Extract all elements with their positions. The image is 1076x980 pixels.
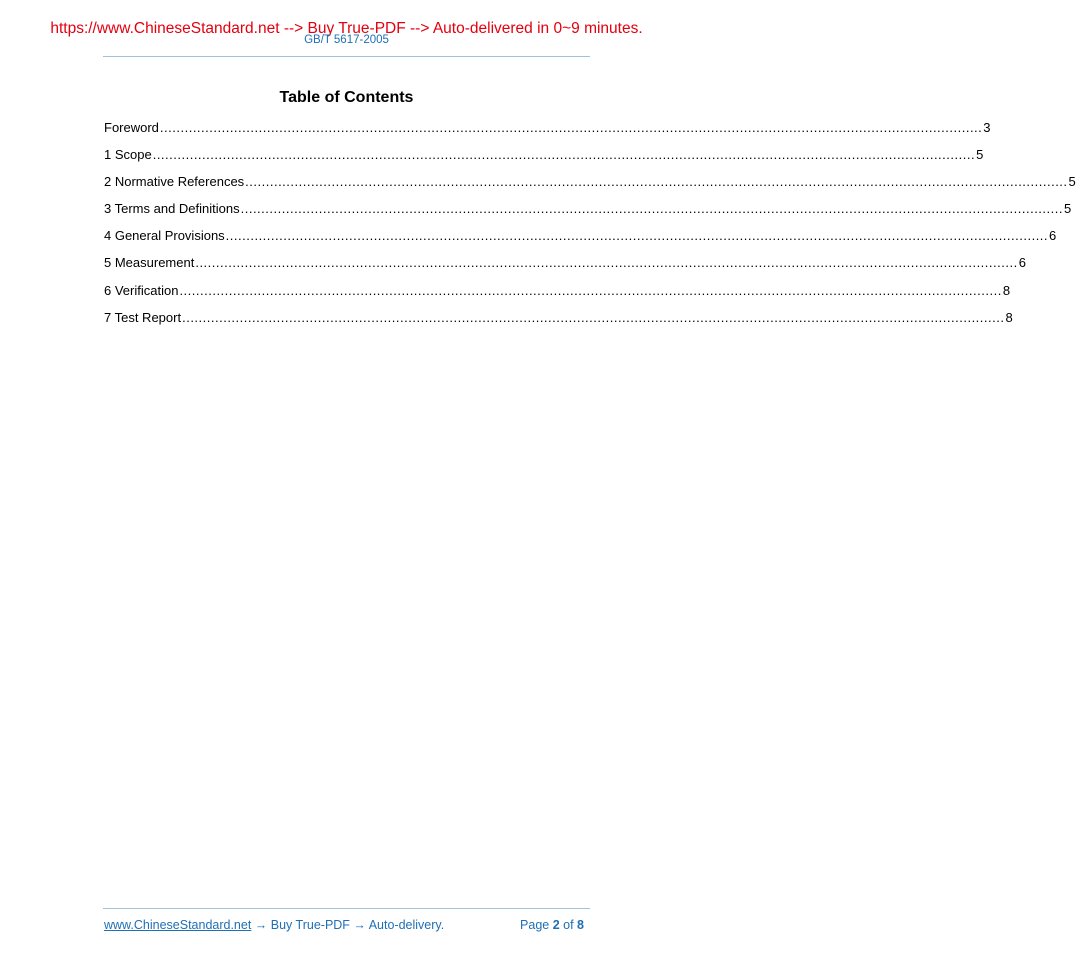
toc-entry-foreword[interactable] xyxy=(104,120,991,147)
toc-entry-label: 4 General Provisions xyxy=(104,228,225,244)
toc-entry-verification[interactable] xyxy=(104,282,1011,310)
toc-title: Table of Contents xyxy=(279,89,414,106)
toc-entry-label: 5 Measurement xyxy=(104,255,195,271)
toc-entry-measurement[interactable] xyxy=(104,255,1026,282)
toc-entry-page: 5 xyxy=(1068,174,1076,190)
toc-entry-page: 8 xyxy=(1005,309,1013,325)
table-of-contents xyxy=(104,120,1076,337)
footer-divider xyxy=(103,908,590,909)
page-indicator xyxy=(520,918,584,933)
standard-code: GB/T 5617-2005 xyxy=(304,34,389,46)
page-prefix: Page xyxy=(520,918,553,932)
promo-banner[interactable]: https://www.ChineseStandard.net --> Buy True-PDF --> Auto-delivered in 0~9 minutes. xyxy=(50,20,643,37)
toc-leader-dots: ........................................................................................................................................................................................................ xyxy=(159,120,983,135)
footer-tagline: → Buy True-PDF → Auto-delivery. xyxy=(251,918,445,932)
footer-site-link[interactable]: www.ChineseStandard.net xyxy=(104,918,252,932)
toc-entry-label: 3 Terms and Definitions xyxy=(104,201,240,217)
toc-entry-page: 5 xyxy=(1063,201,1072,217)
toc-leader-dots: ........................................................................................................................................................................................................ xyxy=(245,174,1068,190)
toc-entry-page: 8 xyxy=(1002,282,1011,298)
page-total: 8 xyxy=(577,918,584,932)
toc-entry-label: 2 Normative References xyxy=(104,174,245,190)
page-of: of xyxy=(559,918,578,932)
toc-entry-terms-and-definitions[interactable] xyxy=(104,201,1072,228)
footer-promo xyxy=(104,918,444,933)
toc-entry-label: 1 Scope xyxy=(104,147,152,163)
toc-entry-test-report[interactable] xyxy=(104,309,1013,337)
toc-entry-page: 5 xyxy=(976,147,984,163)
toc-entry-label: 6 Verification xyxy=(104,282,179,298)
toc-leader-dots: ........................................................................................................................................................................................................ xyxy=(240,201,1063,217)
toc-entry-page: 6 xyxy=(1049,228,1057,244)
toc-entry-general-provisions[interactable] xyxy=(104,228,1057,255)
toc-entry-normative-references[interactable] xyxy=(104,174,1076,201)
toc-entry-label: Foreword xyxy=(104,120,159,135)
toc-leader-dots: ........................................................................................................................................................................................................ xyxy=(152,147,976,163)
toc-entry-label: 7 Test Report xyxy=(104,309,182,325)
toc-entry-page: 6 xyxy=(1018,255,1026,271)
header-divider xyxy=(103,56,590,57)
toc-leader-dots: ........................................................................................................................................................................................................ xyxy=(195,255,1018,271)
page-current: 2 xyxy=(552,918,560,932)
toc-entry-page: 3 xyxy=(983,120,991,135)
toc-leader-dots: ........................................................................................................................................................................................................ xyxy=(179,282,1002,298)
toc-leader-dots: ........................................................................................................................................................................................................ xyxy=(182,309,1005,325)
toc-entry-scope[interactable] xyxy=(104,147,984,174)
toc-leader-dots: ........................................................................................................................................................................................................ xyxy=(225,228,1049,244)
